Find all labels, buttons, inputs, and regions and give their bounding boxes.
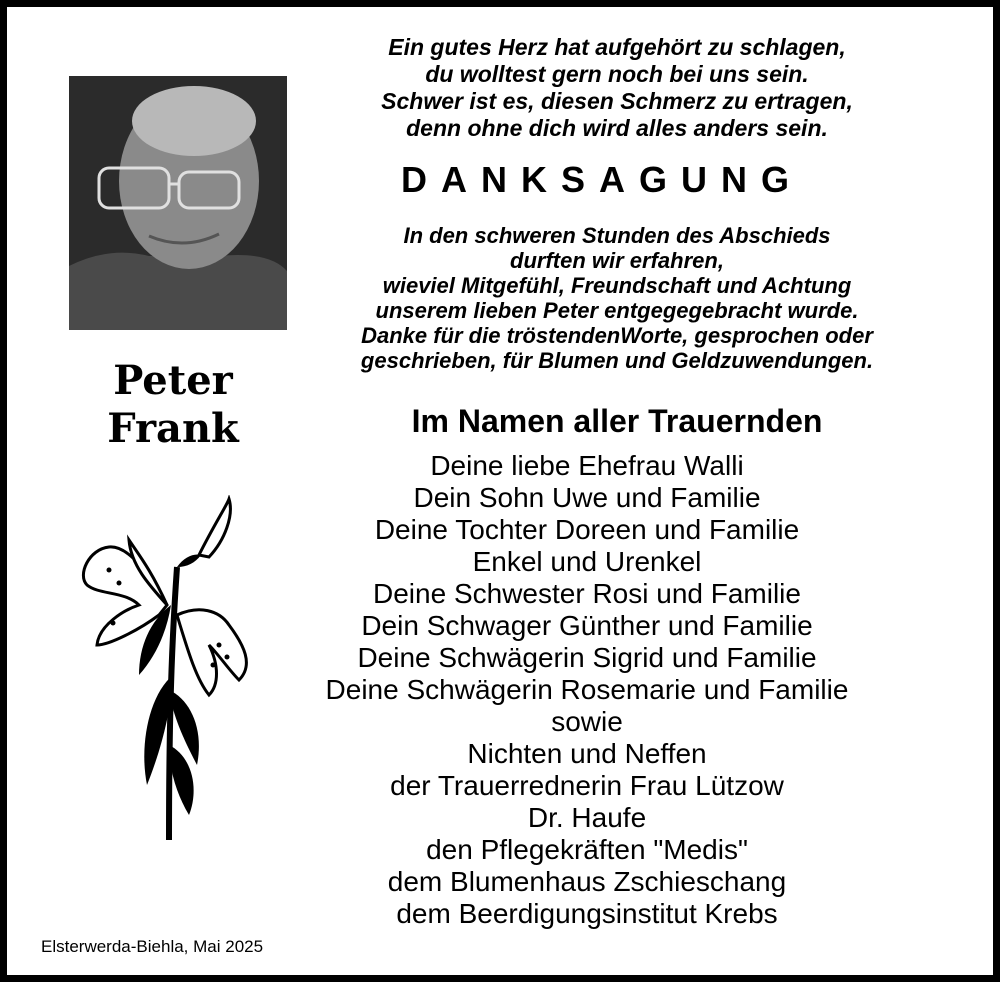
mourner-line: Dein Schwager Günther und Familie	[361, 610, 813, 641]
mourners-list	[257, 450, 917, 930]
mourner-line: der Trauerrednerin Frau Lützow	[390, 770, 784, 801]
poem-line: du wolltest gern noch bei uns sein.	[425, 61, 809, 87]
mourner-line: Deine Schwägerin Sigrid und Familie	[357, 642, 817, 673]
thanks-line: unserem lieben Peter entgegegebracht wurde.	[375, 298, 859, 323]
mourner-line: Deine liebe Ehefrau Walli	[430, 450, 744, 481]
thanks-text	[297, 223, 937, 373]
mourner-line: dem Blumenhaus Zschieschang	[387, 866, 787, 897]
thanks-line: geschrieben, für Blumen und Geldzuwendungen.	[360, 348, 874, 373]
mourner-line: dem Beerdigungsinstitut Krebs	[396, 898, 778, 929]
deceased-first-name: Peter	[113, 357, 233, 404]
mourner-line: Deine Schwester Rosi und Familie	[373, 578, 801, 609]
lily-flower-icon	[69, 495, 269, 845]
mourner-line: sowie	[551, 706, 623, 737]
mourner-line: Dein Sohn Uwe und Familie	[413, 482, 761, 513]
place-and-date: Elsterwerda-Biehla, Mai 2025	[41, 937, 264, 956]
mourner-line: den Pflegekräften "Medis"	[426, 834, 748, 865]
deceased-last-name: Frank	[107, 405, 239, 452]
portrait-photo-drawing	[69, 76, 287, 330]
page-title: DANKSAGUNG	[400, 159, 803, 200]
thanks-line: In den schweren Stunden des Abschieds	[403, 223, 831, 248]
portrait-photo	[69, 76, 287, 330]
thanks-line: wieviel Mitgefühl, Freundschaft und Achtung	[382, 273, 852, 298]
mourner-line: Deine Schwägerin Rosemarie und Familie	[325, 674, 849, 705]
thanks-line: Danke für die tröstendenWorte, gesprochen oder	[361, 323, 873, 348]
mourner-line: Dr. Haufe	[527, 802, 647, 833]
mourner-line: Deine Tochter Doreen und Familie	[374, 514, 800, 545]
mourner-line: Enkel und Urenkel	[472, 546, 702, 577]
mourners-title: Im Namen aller Trauernden	[411, 403, 823, 439]
thanks-line: durften wir erfahren,	[510, 248, 724, 273]
memorial-poem	[307, 34, 927, 142]
poem-line: denn ohne dich wird alles anders sein.	[406, 115, 828, 141]
mourner-line: Nichten und Neffen	[467, 738, 707, 769]
poem-line: Schwer ist es, diesen Schmerz zu ertragen,	[381, 88, 853, 114]
deceased-name	[67, 357, 279, 453]
poem-line: Ein gutes Herz hat aufgehört zu schlagen,	[388, 34, 846, 60]
